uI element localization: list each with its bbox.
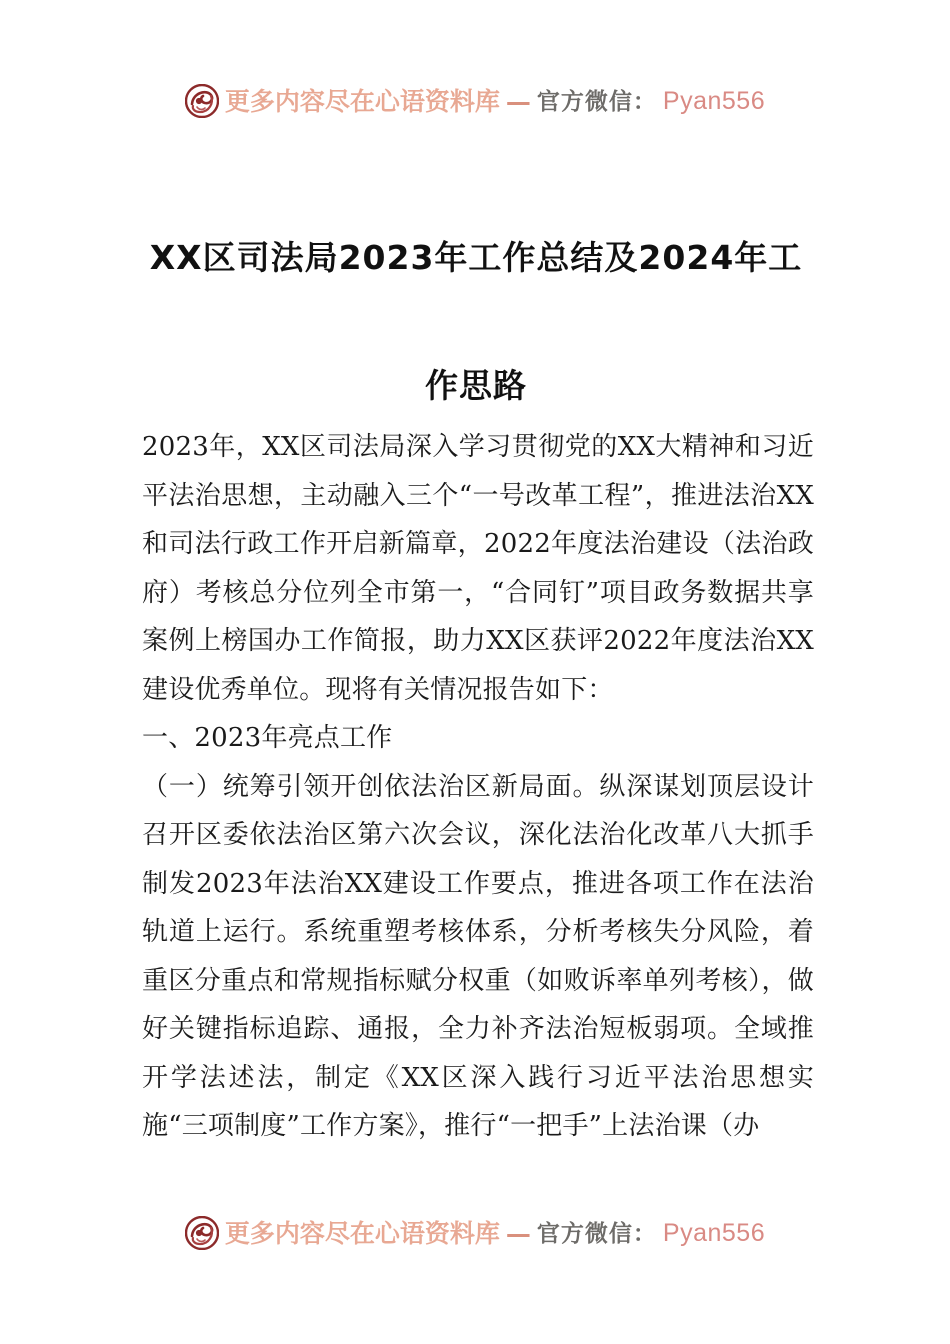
swirl-seal-logo-icon [185,1216,219,1250]
watermark-account-id: Pyan556 [662,86,766,115]
watermark-sub-text: 官方微信： [536,1219,657,1247]
footer-watermark [0,1216,950,1250]
watermark-main-text: 更多内容尽在心语资料库 [224,1218,500,1248]
watermark-sub-text: 官方微信： [536,87,657,115]
paragraph: 2023年，XX区司法局深入学习贯彻党的XX大精神和习近平法治思想，主动融入三个“一号改革工程”，推进法治XX和司法行政工作开启新篇章，2022年度法治建设（法治政府）考核总分位列全市第一，“合同钉”项目政务数据共享案例上榜国办工作简报，助力XX区获评2022年度法治XX建设优秀单位。现将有关情况报告如下： [142,432,814,705]
watermark-account-id: Pyan556 [662,1218,766,1247]
watermark-main-text: 更多内容尽在心语资料库 [224,86,500,116]
watermark-dash: — [505,86,531,116]
document-body [142,423,814,1151]
header-watermark [0,84,950,118]
watermark-dash: — [505,1218,531,1248]
section-heading: 一、2023年亮点工作 [142,723,393,753]
swirl-seal-logo-icon [185,84,219,118]
paragraph: （一）统筹引领开创依法治区新局面。纵深谋划顶层设计召开区委依法治区第六次会议，深化法治化改革八大抓手制发2023年法治XX建设工作要点，推进各项工作在法治轨道上运行。系统重塑考核体系，分析考核失分风险，着重区分重点和常规指标赋分权重（如败诉率单列考核），做好关键指标追踪、通报，全力补齐法治短板弱项。全域推开学法述法，制定《XX区深入践行习近平法治思想实施“三项制度”工作方案》，推行“一把手”上法治课（办 [142,771,814,1141]
page-title: XX区司法局2023年工作总结及2024年工作思路 [149,238,803,406]
